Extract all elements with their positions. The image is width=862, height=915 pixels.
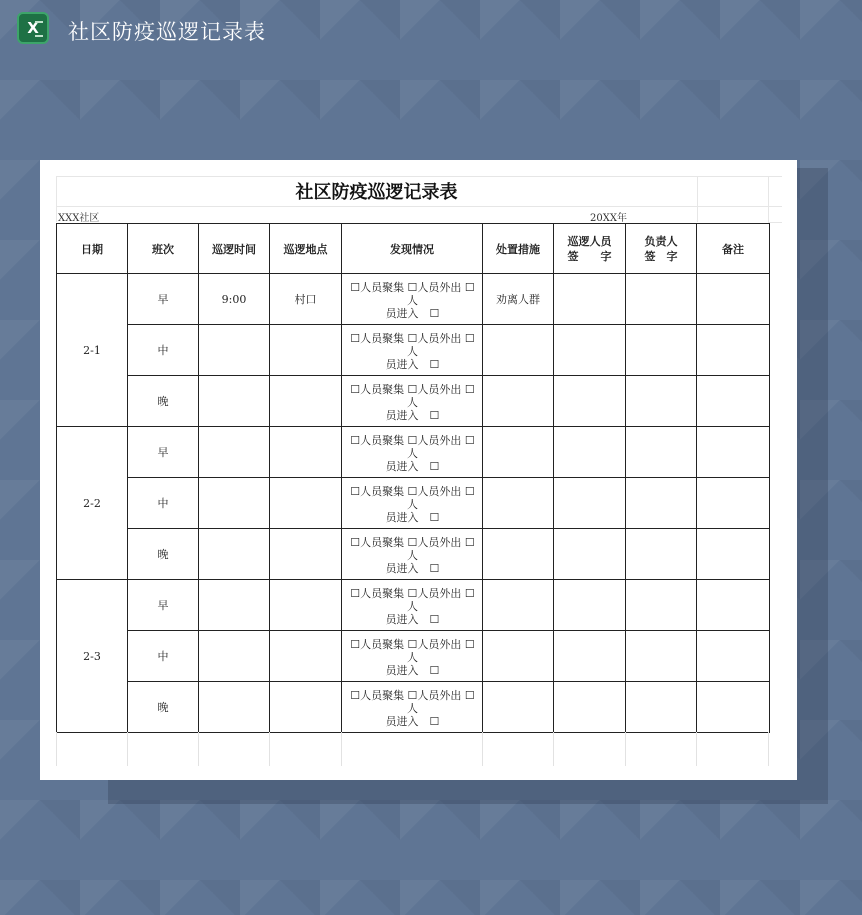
table-row: [57, 478, 770, 529]
place-cell[interactable]: [270, 682, 342, 733]
finding-options-line1: ☐人员聚集 ☐人员外出 ☐人: [350, 331, 475, 358]
time-cell[interactable]: [199, 580, 270, 631]
header-patrol-sign-line2: 签 字: [567, 249, 612, 263]
shift-cell[interactable]: 晚: [128, 376, 199, 427]
patrol-sign-cell[interactable]: [554, 274, 626, 325]
finding-cell[interactable]: [342, 274, 483, 325]
spreadsheet-page: [40, 160, 797, 780]
leader-sign-cell[interactable]: [626, 274, 697, 325]
measure-cell[interactable]: [483, 427, 554, 478]
header-date[interactable]: 日期: [57, 224, 128, 274]
community-label: XXX社区: [58, 213, 100, 224]
finding-cell[interactable]: [342, 478, 483, 529]
finding-options-line2: 员进入 ☐: [385, 510, 440, 524]
finding-options-line2: 员进入 ☐: [385, 408, 440, 422]
shift-cell[interactable]: 早: [128, 427, 199, 478]
table-row: [57, 682, 770, 733]
finding-options-line1: ☐人员聚集 ☐人员外出 ☐人: [350, 382, 475, 409]
place-cell[interactable]: 村口: [270, 274, 342, 325]
table-row: [57, 274, 770, 325]
measure-cell[interactable]: [483, 325, 554, 376]
patrol-sign-cell[interactable]: [554, 682, 626, 733]
grid-line: [768, 222, 782, 223]
finding-options-line2: 员进入 ☐: [385, 357, 440, 371]
shift-cell[interactable]: 早: [128, 580, 199, 631]
leader-sign-cell[interactable]: [626, 682, 697, 733]
sheet-lines-decoration: [35, 21, 43, 37]
finding-options-line1: ☐人员聚集 ☐人员外出 ☐人: [350, 535, 475, 562]
shift-cell[interactable]: 中: [128, 631, 199, 682]
time-cell[interactable]: [199, 682, 270, 733]
finding-options-line2: 员进入 ☐: [385, 663, 440, 677]
grid-line: [56, 176, 782, 177]
table-row: [57, 325, 770, 376]
table-row: [57, 427, 770, 478]
place-cell[interactable]: [270, 478, 342, 529]
time-cell[interactable]: [199, 376, 270, 427]
finding-options-line2: 员进入 ☐: [385, 561, 440, 575]
remark-cell[interactable]: [697, 529, 770, 580]
app-title: 社区防疫巡逻记录表: [68, 20, 266, 44]
measure-cell[interactable]: [483, 682, 554, 733]
header-leader-sign[interactable]: [626, 224, 697, 274]
header-remark[interactable]: 备注: [697, 224, 770, 274]
finding-cell[interactable]: [342, 580, 483, 631]
time-cell[interactable]: [199, 631, 270, 682]
header-finding[interactable]: 发现情况: [342, 224, 483, 274]
sheet-title: 社区防疫巡逻记录表: [295, 182, 458, 203]
header-row: [57, 224, 770, 274]
finding-cell[interactable]: [342, 631, 483, 682]
date-cell[interactable]: 2-3: [57, 580, 128, 733]
app-header: [0, 0, 862, 58]
patrol-sign-cell[interactable]: [554, 427, 626, 478]
leader-sign-cell[interactable]: [626, 529, 697, 580]
header-time[interactable]: 巡逻时间: [199, 224, 270, 274]
leader-sign-cell[interactable]: [626, 376, 697, 427]
patrol-sign-cell[interactable]: [554, 631, 626, 682]
shift-cell[interactable]: 晚: [128, 682, 199, 733]
patrol-sign-cell[interactable]: [554, 580, 626, 631]
remark-cell[interactable]: [697, 682, 770, 733]
grid-line: [697, 176, 698, 222]
patrol-record-table: [56, 223, 770, 733]
time-cell[interactable]: [199, 529, 270, 580]
header-leader-sign-line1: 负责人: [644, 234, 678, 248]
shift-cell[interactable]: 早: [128, 274, 199, 325]
finding-cell[interactable]: [342, 325, 483, 376]
time-cell[interactable]: [199, 478, 270, 529]
finding-options-line1: ☐人员聚集 ☐人员外出 ☐人: [350, 637, 475, 664]
leader-sign-cell[interactable]: [626, 478, 697, 529]
finding-cell[interactable]: [342, 427, 483, 478]
measure-cell[interactable]: [483, 529, 554, 580]
place-cell[interactable]: [270, 376, 342, 427]
remark-cell[interactable]: [697, 325, 770, 376]
remark-cell[interactable]: [697, 427, 770, 478]
table-row: [57, 631, 770, 682]
grid-line: [56, 206, 782, 207]
place-cell[interactable]: [270, 631, 342, 682]
excel-icon[interactable]: [17, 12, 49, 44]
excel-x-glyph: X: [27, 19, 39, 37]
measure-cell[interactable]: [483, 631, 554, 682]
remark-cell[interactable]: [697, 274, 770, 325]
header-place[interactable]: 巡逻地点: [270, 224, 342, 274]
measure-cell[interactable]: 劝离人群: [483, 274, 554, 325]
patrol-sign-cell[interactable]: [554, 478, 626, 529]
table-row: [57, 580, 770, 631]
patrol-sign-cell[interactable]: [554, 529, 626, 580]
finding-options-line1: ☐人员聚集 ☐人员外出 ☐人: [350, 484, 475, 511]
time-cell[interactable]: [199, 325, 270, 376]
header-shift[interactable]: 班次: [128, 224, 199, 274]
leader-sign-cell[interactable]: [626, 427, 697, 478]
header-patrol-sign[interactable]: [554, 224, 626, 274]
shift-cell[interactable]: 中: [128, 325, 199, 376]
finding-options-line1: ☐人员聚集 ☐人员外出 ☐人: [350, 688, 475, 715]
remark-cell[interactable]: [697, 478, 770, 529]
table-row: [57, 376, 770, 427]
remark-cell[interactable]: [697, 631, 770, 682]
finding-options-line2: 员进入 ☐: [385, 306, 440, 320]
leader-sign-cell[interactable]: [626, 631, 697, 682]
measure-cell[interactable]: [483, 478, 554, 529]
time-cell[interactable]: 9:00: [199, 274, 270, 325]
finding-cell[interactable]: [342, 529, 483, 580]
empty-grid-row: [56, 732, 769, 766]
finding-options-line1: ☐人员聚集 ☐人员外出 ☐人: [350, 280, 475, 307]
header-patrol-sign-line1: 巡逻人员: [567, 234, 612, 248]
header-measure[interactable]: 处置措施: [483, 224, 554, 274]
remark-cell[interactable]: [697, 580, 770, 631]
measure-cell[interactable]: [483, 376, 554, 427]
header-leader-sign-line2: 签 字: [644, 249, 678, 263]
place-cell[interactable]: [270, 529, 342, 580]
measure-cell[interactable]: [483, 580, 554, 631]
finding-cell[interactable]: [342, 376, 483, 427]
date-cell[interactable]: 2-1: [57, 274, 128, 427]
finding-options-line2: 员进入 ☐: [385, 714, 440, 728]
remark-cell[interactable]: [697, 376, 770, 427]
patrol-sign-cell[interactable]: [554, 376, 626, 427]
time-cell[interactable]: [199, 427, 270, 478]
leader-sign-cell[interactable]: [626, 580, 697, 631]
table-row: [57, 529, 770, 580]
patrol-sign-cell[interactable]: [554, 325, 626, 376]
place-cell[interactable]: [270, 427, 342, 478]
grid-line: [768, 176, 769, 222]
leader-sign-cell[interactable]: [626, 325, 697, 376]
shift-cell[interactable]: 中: [128, 478, 199, 529]
shift-cell[interactable]: 晚: [128, 529, 199, 580]
finding-options-line1: ☐人员聚集 ☐人员外出 ☐人: [350, 433, 475, 460]
finding-options-line2: 员进入 ☐: [385, 459, 440, 473]
finding-options-line1: ☐人员聚集 ☐人员外出 ☐人: [350, 586, 475, 613]
finding-options-line2: 员进入 ☐: [385, 612, 440, 626]
date-cell[interactable]: 2-2: [57, 427, 128, 580]
finding-cell[interactable]: [342, 682, 483, 733]
year-label: 20XX年: [590, 213, 627, 224]
place-cell[interactable]: [270, 325, 342, 376]
place-cell[interactable]: [270, 580, 342, 631]
